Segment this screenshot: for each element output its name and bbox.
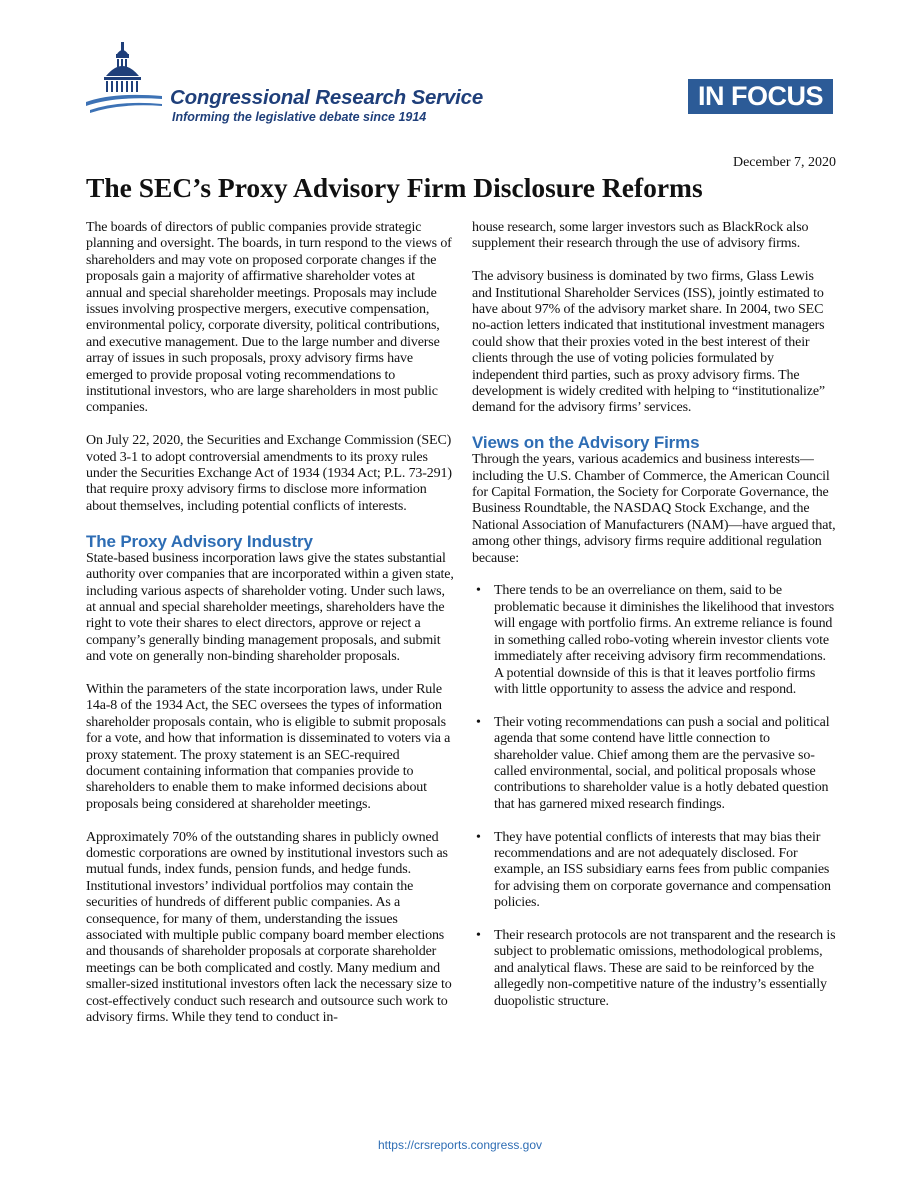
list-item — [472, 830, 836, 912]
paragraph: On July 22, 2020, the Securities and Exchange Commission (SEC) voted 3-1 to adopt controversial amendments to its proxy rules under the Securities Exchange Act of 1934 (1934 Act; P.L. 73-291) that require proxy advisory firms to disclose more information about themselves, including potential conflicts of interests. — [86, 433, 452, 514]
paragraph: Within the parameters of the state incorporation laws, under Rule 14a-8 of the 1934 Act, the SEC oversees the types of information shareholder proposals contain, who is eligible to submit proposals for a vote, and how that information is disseminated to voters via a proxy statement. The proxy statement is an SEC-required document containing information that companies provide to shareholders to enable them to make informed decisions about proposals being considered at shareholder meetings. — [86, 681, 451, 812]
section-heading: Views on the Advisory Firms — [472, 433, 700, 453]
crs-logo — [84, 40, 504, 130]
footer-url-link[interactable]: https://crsreports.congress.gov — [377, 1138, 543, 1152]
list-item-text: Their research protocols are not transparent and the research is subject to problematic omissions, methodological problems, and analytical flaws. These are said to be reinforced by the allegedly non-competitive nature of the industry’s essentially duopolistic structure. — [494, 927, 836, 1009]
paragraph: State-based business incorporation laws give the states substantial authority over companies that are incorporated within a given state, including various aspects of shareholder voting. Under such laws, at annual and special shareholder meetings, shareholders have the right to vote their shares to elect directors, approve or reject a company’s generally binding management proposals, and submit and vote on generally non-binding shareholder proposals. — [86, 550, 454, 665]
paragraph: The advisory business is dominated by two firms, Glass Lewis and Institutional Shareholder Services (ISS), jointly estimated to have about 97% of the advisory market share. In 2004, two SEC no-action letters indicated that institutional investment managers could show that their proxies voted in the best interest of their clients through the use of voting policies formulated by independent third parties, such as proxy advisory firms. The development is widely credited with helping to “institutionalize” demand for the advisory firms’ services. — [472, 269, 825, 416]
list-item — [472, 715, 836, 813]
bullet-icon: • — [476, 927, 481, 943]
bullet-icon: • — [476, 714, 481, 730]
paragraph: Approximately 70% of the outstanding shares in publicly owned domestic corporations are owned by institutional investors such as mutual funds, index funds, pension funds, and hedge funds. Institutional investors’ individual portfolios may contain the securities of hundreds of different public companies. As a consequence, for many of them, understanding the issues associated with multiple public company board member elections and thousands of shareholder proposals at corporate shareholder meetings can be both complicated and costly. Many medium and smaller-sized institutional investors often lack the necessary size to cost-effectively conduct such research and outsource such work to advisory firms. While they tend to conduct in- — [86, 829, 452, 1026]
right-column — [472, 220, 836, 1026]
org-tagline: Informing the legislative debate since 1914 — [172, 110, 427, 124]
in-focus-badge: IN FOCUS — [688, 79, 833, 114]
paragraph: house research, some larger investors such as BlackRock also supplement their research through the use of advisory firms. — [472, 220, 809, 252]
publication-date: December 7, 2020 — [732, 155, 836, 170]
page-title: The SEC’s Proxy Advisory Firm Disclosure Reforms — [86, 172, 703, 203]
paragraph: Through the years, various academics and business interests—including the U.S. Chamber of Commerce, the American Council for Capital Formation, the Society for Corporate Governance, the Business Roundtable, the NASDAQ Stock Exchange, and the National Association of Manufacturers (NAM)—have argued that, among other things, advisory firms require additional regulation because: — [472, 452, 836, 566]
paragraph: The boards of directors of public companies provide strategic planning and oversight. The boards, in turn respond to the views of shareholders and may vote on proposed corporate changes if the proposals gain a majority of affirmative shareholder votes at annual and special shareholder meetings. Proposals may include issues involving prospective mergers, executive compensation, environmental policy, corporate diversity, political contributions, and executive management. Due to the large number and diverse array of issues in such proposals, proxy advisory firms have emerged to provide proposal voting recommendations to institutional investors, who are large shareholders in most public companies. — [86, 220, 452, 416]
list-item — [472, 583, 836, 698]
section-heading: The Proxy Advisory Industry — [86, 531, 313, 551]
left-column — [86, 220, 454, 1026]
capitol-dome-icon — [84, 40, 164, 120]
bullet-list — [472, 583, 836, 1010]
list-item — [472, 928, 836, 1010]
list-item-text: Their voting recommendations can push a social and political agenda that some contend have little connection to shareholder value. Chief among them are the pervasive so-called environmental, social, and political proposals whose contributions to shareholder value is a hotly debated question that has garnered mixed research findings. — [494, 714, 830, 812]
org-name: Congressional Research Service — [170, 86, 484, 109]
list-item-text: They have potential conflicts of interests that may bias their recommendations and are not adequately disclosed. For example, an ISS subsidiary earns fees from public companies for advising them on corporate governance and compensation policies. — [494, 829, 831, 911]
bullet-icon: • — [476, 583, 481, 599]
list-item-text: There tends to be an overreliance on them, said to be problematic because it diminishes the likelihood that investors will engage with portfolio firms. An extreme reliance is found in something called robo-voting wherein investor clients vote immediately after receiving advisory firm recommendations. A potential downside of this is that it leaves portfolio firms with little opportunity to assess the advice and respond. — [494, 583, 835, 697]
bullet-icon: • — [476, 829, 481, 845]
